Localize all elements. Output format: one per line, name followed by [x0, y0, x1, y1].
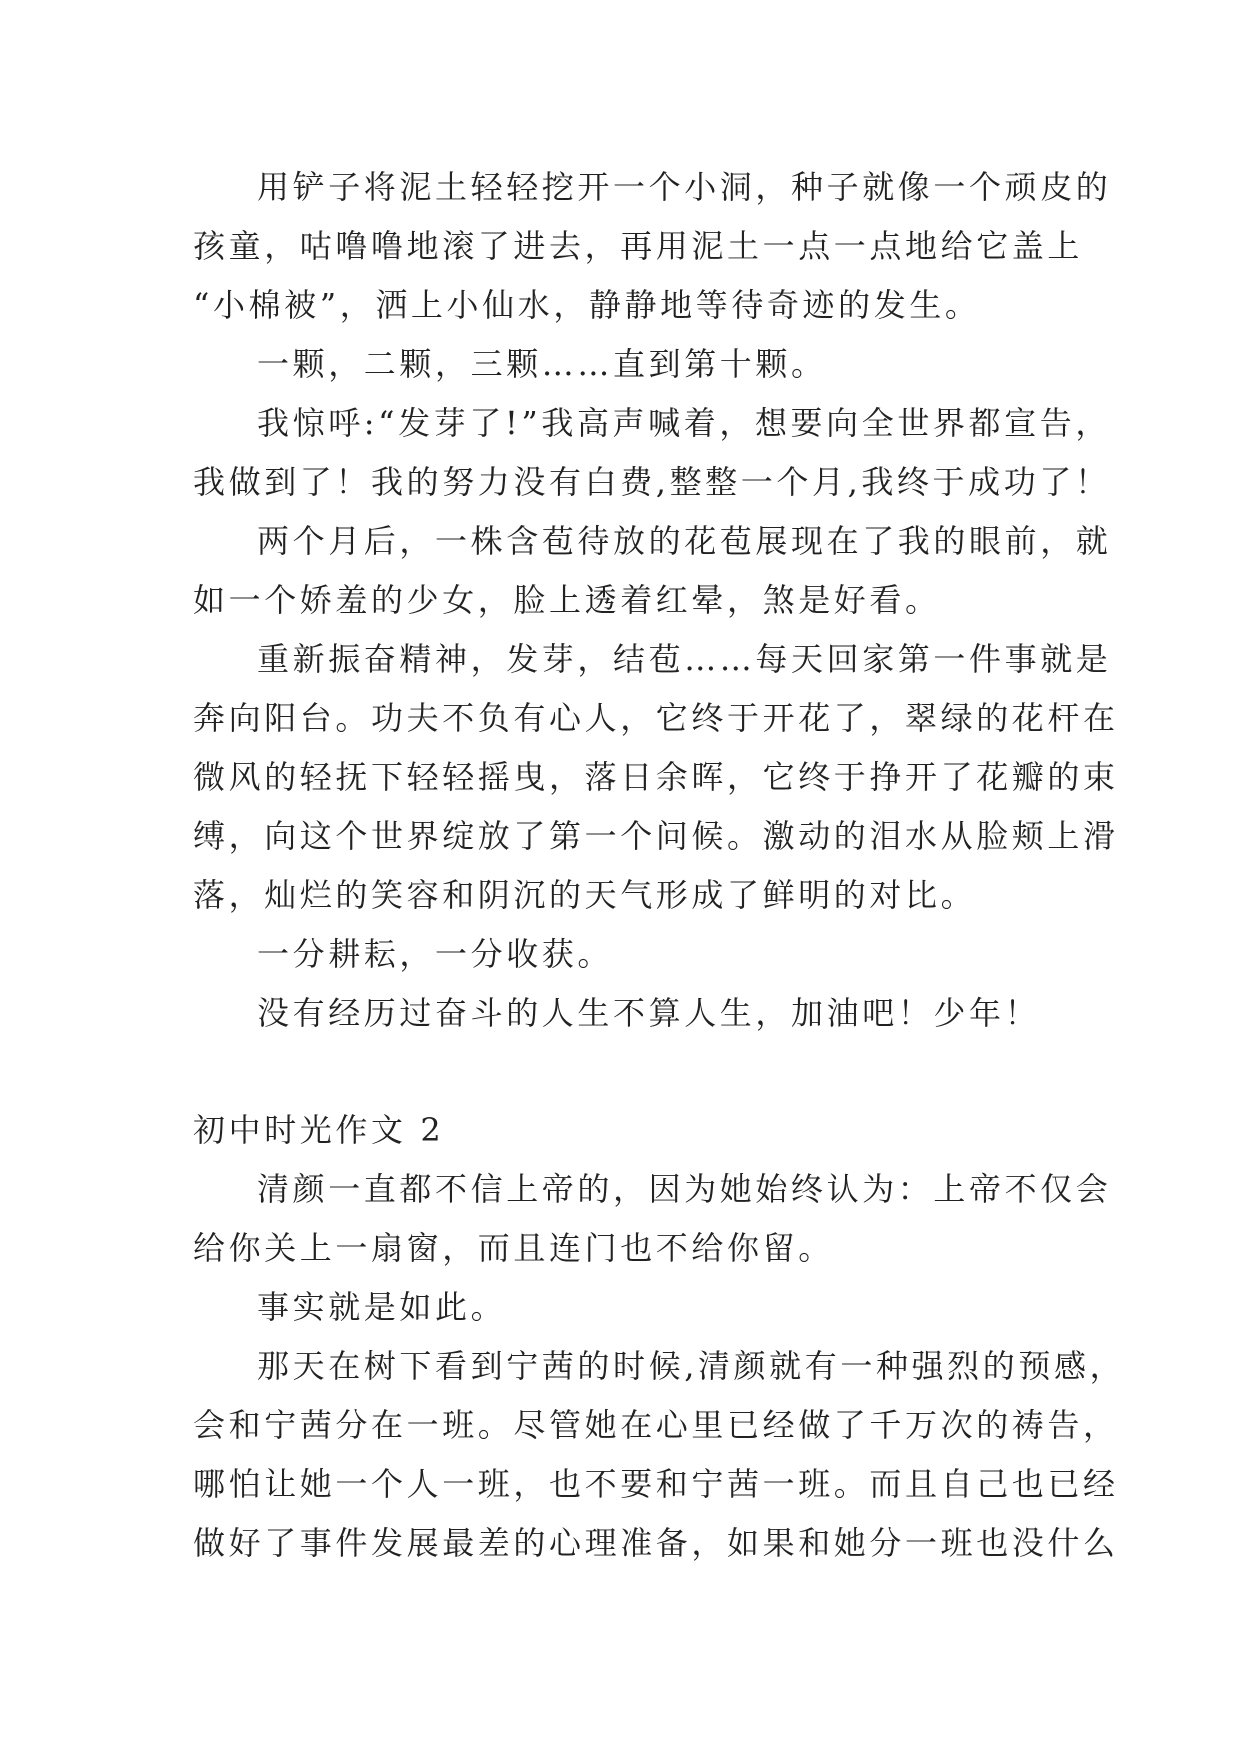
text-line: 那天在树下看到宁茜的时候,清颜就有一种强烈的预感， — [257, 1347, 1126, 1385]
text-line: 如一个娇羞的少女，脸上透着红晕，煞是好看。 — [193, 581, 941, 619]
text-line: 重新振奋精神，发芽，结苞……每天回家第一件事就是 — [257, 640, 1112, 678]
text-line: 微风的轻抚下轻轻摇曳，落日余晖，它终于挣开了花瓣的束 — [193, 758, 1119, 796]
text-line: 落，灿烂的笑容和阴沉的天气形成了鲜明的对比。 — [193, 876, 977, 914]
text-line: 给你关上一扇窗，而且连门也不给你留。 — [193, 1229, 834, 1267]
text-line: 孩童，咕噜噜地滚了进去，再用泥土一点一点地给它盖上 — [193, 227, 1084, 265]
text-line: 做好了事件发展最差的心理准备，如果和她分一班也没什么 — [193, 1524, 1119, 1562]
text-line: 一颗，二颗，三颗……直到第十颗。 — [257, 345, 827, 383]
text-line: 缚，向这个世界绽放了第一个问候。激动的泪水从脸颊上滑 — [193, 817, 1119, 855]
text-line: 会和宁茜分在一班。尽管她在心里已经做了千万次的祷告， — [193, 1406, 1119, 1444]
text-line: 我惊呼:“发芽了!”我高声喊着，想要向全世界都宣告， — [257, 404, 1111, 442]
text-line: “小棉被”，洒上小仙水，静静地等待奇迹的发生。 — [193, 286, 981, 324]
text-line: 没有经历过奋斗的人生不算人生，加油吧！少年！ — [257, 994, 1041, 1032]
text-line: 哪怕让她一个人一班，也不要和宁茜一班。而且自己也已经 — [193, 1465, 1119, 1503]
text-line: 事实就是如此。 — [257, 1288, 507, 1326]
text-line: 奔向阳台。功夫不负有心人，它终于开花了，翠绿的花杆在 — [193, 699, 1119, 737]
text-line: 清颜一直都不信上帝的，因为她始终认为：上帝不仅会 — [257, 1170, 1112, 1208]
document-body — [193, 158, 1126, 1573]
text-line: 用铲子将泥土轻轻挖开一个小洞，种子就像一个顽皮的 — [257, 168, 1112, 206]
text-line: 两个月后，一株含苞待放的花苞展现在了我的眼前，就 — [257, 522, 1112, 560]
text-line: 一分耕耘，一分收获。 — [257, 935, 614, 973]
section-title: 初中时光作文 2 — [193, 1111, 445, 1149]
text-line: 我做到了！我的努力没有白费,整整一个月,我终于成功了！ — [193, 463, 1111, 501]
